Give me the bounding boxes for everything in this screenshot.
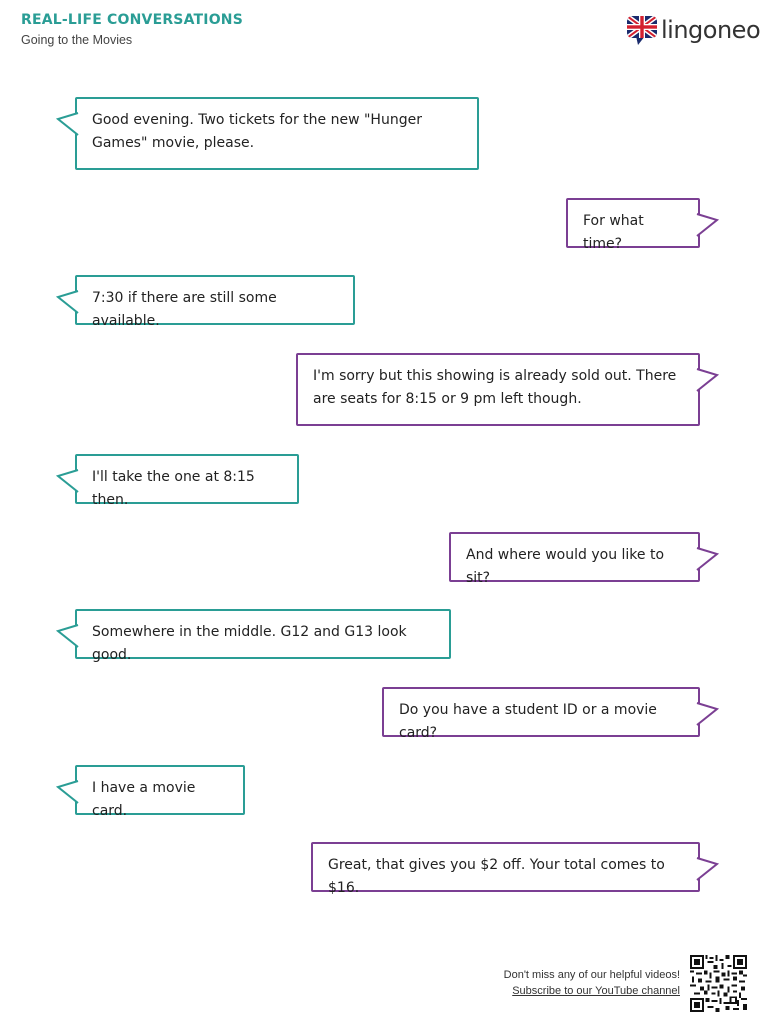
- lingoneo-logo[interactable]: [626, 14, 760, 46]
- message-text: I have a movie card.: [92, 780, 196, 819]
- message-bubble-customer: [75, 97, 479, 170]
- bubble-tail: [697, 214, 717, 244]
- bubble-tail: [697, 548, 717, 578]
- message-text: Great, that gives you $2 off. Your total comes to $16.: [328, 857, 665, 896]
- message-text: And where would you like to sit?: [466, 547, 665, 586]
- message-bubble-clerk: [296, 353, 700, 426]
- message-bubble-clerk: [311, 842, 700, 896]
- bubble-tail: [697, 369, 717, 399]
- bubble-tail: [58, 625, 78, 655]
- message-text: Good evening. Two tickets for the new "Hunger Games" movie, please.: [92, 112, 422, 151]
- uk-flag-speech-bubble-icon: [626, 14, 658, 46]
- message-text: Do you have a student ID or a movie card?: [399, 702, 657, 741]
- bubble-tail: [58, 113, 78, 143]
- message-bubble-clerk: [566, 198, 700, 252]
- page-title: REAL-LIFE CONVERSATIONS: [21, 12, 244, 28]
- bubble-tail: [697, 858, 717, 888]
- message-text: For what time?: [583, 213, 644, 252]
- message-bubble-customer: [75, 765, 245, 819]
- footer-promo: [504, 967, 680, 999]
- footer-promo-text: Don't miss any of our helpful videos!: [503, 969, 680, 981]
- qr-code-icon[interactable]: [690, 955, 747, 1012]
- bubble-tail: [697, 703, 717, 733]
- message-bubble-clerk: [382, 687, 700, 741]
- bubble-tail: [58, 291, 78, 321]
- message-bubble-customer: [75, 609, 451, 663]
- youtube-subscribe-link[interactable]: Subscribe to our YouTube channel: [512, 985, 680, 997]
- message-text: I'll take the one at 8:15 then.: [92, 469, 255, 508]
- message-text: 7:30 if there are still some available.: [92, 290, 277, 329]
- page-subtitle: Going to the Movies: [21, 33, 133, 47]
- bubble-tail: [58, 470, 78, 500]
- message-text: Somewhere in the middle. G12 and G13 look good.: [92, 624, 407, 663]
- message-text: I'm sorry but this showing is already sold out. There are seats for 8:15 or 9 pm left though.: [313, 368, 677, 407]
- message-bubble-customer: [75, 454, 299, 508]
- bubble-tail: [58, 781, 78, 811]
- message-bubble-clerk: [449, 532, 700, 586]
- message-bubble-customer: [75, 275, 355, 329]
- logo-text: lingoneo: [661, 16, 761, 44]
